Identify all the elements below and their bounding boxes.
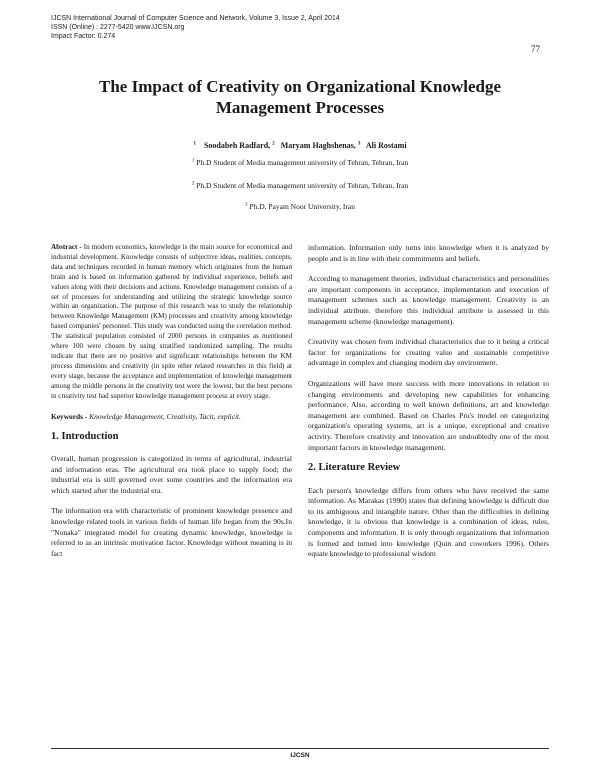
right-paragraph-4: Organizations will have more success with more innovations in relation to changing environments and developing new capabilities for enhancing performance. Also, according to well known definitions, art and knowledge management are combined. Based on Charles Pru's model on categorizing organization's operating systems, art is a unique, exceptional and creative activity. Therefore creativity and innovation are undoubtedly one of the most important factors in knowledge management.: [308, 378, 549, 452]
abstract: [51, 243, 292, 402]
abstract-label: Abstract -: [51, 243, 82, 251]
literature-paragraph-1: Each person's knowledge differs from others who have received the same information. As Marakas (1990) states that defining knowledge is difficult due to its ambiguous and intangible nature. Other than the difficulties in defining knowledge, it is obvious that knowledge is a combination of ideas, rules, components and information. It is only through organizations that information is formed and turned into knowledge (Quin and coworkers 1996). Others equate knowledge to professional wisdom: [308, 485, 549, 559]
intro-paragraph-1: Overall, human progression is categorized in terms of agricultural, industrial and information eras. The agricultural era took place to supply food; the industrial era is still governed over some countries and the information era which started after the industrial era.: [51, 454, 292, 495]
author-2-sup: 2: [272, 141, 275, 147]
right-paragraph-1: information. Information only turns into knowledge when it is analyzed by people and is in line with their commitments and beliefs.: [308, 243, 549, 263]
paper-title: [0, 76, 600, 118]
affiliation-1: [0, 158, 600, 167]
journal-header-line2: ISSN (Online) : 2277-5420 www.IJCSN.org: [51, 24, 185, 31]
affiliation-3: [0, 202, 600, 211]
author-1: Soodabeh Radfard,: [203, 141, 271, 150]
section-heading-literature-review: 2. Literature Review: [308, 462, 401, 474]
intro-paragraph-2: The information era with characteristic of prominent knowledge presence and knowledge related tools in various fields of human life began from the 90s.In "Nonaka" integrated model for creating dynamic knowledge, knowledge is referred to as an intrinsic motivation factor. Knowledge without meaning is in fact: [51, 506, 292, 558]
affiliation-2-sup: 2: [191, 181, 195, 187]
keywords-label: Keywords -: [51, 411, 88, 421]
paper-title-line1: The Impact of Creativity on Organizational Knowledge: [99, 77, 501, 96]
author-2: Maryam Haghshenas,: [280, 141, 356, 150]
affiliation-2: [0, 181, 600, 190]
keywords-text: Knowledge Management, Creativity, Tacit, explicit.: [89, 411, 241, 421]
keywords: [51, 412, 292, 422]
journal-header-line1: IJCSN International Journal of Computer Science and Network, Volume 3, Issue 2, April 2014: [51, 15, 340, 22]
footer-rule: [51, 748, 549, 749]
right-paragraph-2: According to management theories, individual characteristics and personalities are important components in acceptance, implementation and execution of management schemes such as knowledge management. Creativity is an individual attribute. therefore this individual attribute is assessed in this management scheme (knowledge management).: [308, 274, 549, 326]
affiliation-3-sup: 3: [245, 202, 248, 208]
affiliation-1-text: Ph.D Student of Media management university of Tehran, Tehran, Iran: [196, 158, 409, 167]
left-column: [51, 243, 292, 569]
author-list: [0, 141, 600, 150]
journal-header: [51, 14, 340, 41]
abstract-text: In modern economics, knowledge is the main source for economical and industrial development. Knowledge consists of subjective ideas, realities, concepts, data and techniques recorded in human memory which originates from the human brain and is based on information gathered by individual experience, beliefs and values along with their decisions and actions. Knowledge management consists of a set of processes for understanding and utilizing the strategic knowledge source within an organization. The purpose of this research was to study the relationship between Knowledge Management (KM) processes and creativity among knowledge based companies' personnel. This study was conducted using the correlation method. The statistical population consisted of 2000 persons in companies as mentioned where 100 were chosen by using stratified randomized sampling. The results indicate that there are no positive and significant relationships between the KM process dimensions and creativity (in spite other related researches in this field) at every stage, because the acceptance and implementation of knowledge management among the middle persons in the creativity test were the lowest, but the best persons in creativity test had superior knowledge management process at every stage.: [51, 243, 292, 400]
affiliation-3-text: Ph.D, Payam Noor University, Iran: [249, 202, 355, 211]
right-column: [308, 243, 549, 570]
author-1-sup: 1: [193, 141, 196, 147]
right-paragraph-3: Creativity was chosen from individual characteristics due to it being a critical factor for organizations for creating value and sustainable competitive advantage in complex and changing modern day environment.: [308, 337, 549, 368]
author-3-sup: 3: [357, 141, 361, 147]
section-heading-introduction: 1. Introduction: [51, 430, 119, 442]
footer-journal-name: IJCSN: [290, 752, 310, 759]
paper-title-line2: Management Processes: [215, 98, 385, 117]
affiliation-2-text: Ph.D Student of Media management university of Tehran, Tehran, Iran: [196, 181, 409, 190]
author-3: Ali Rostami: [365, 141, 407, 150]
journal-header-line3: Impact Factor: 0.274: [51, 33, 116, 40]
affiliation-1-sup: 1: [191, 158, 195, 164]
page-number: 77: [531, 44, 540, 54]
